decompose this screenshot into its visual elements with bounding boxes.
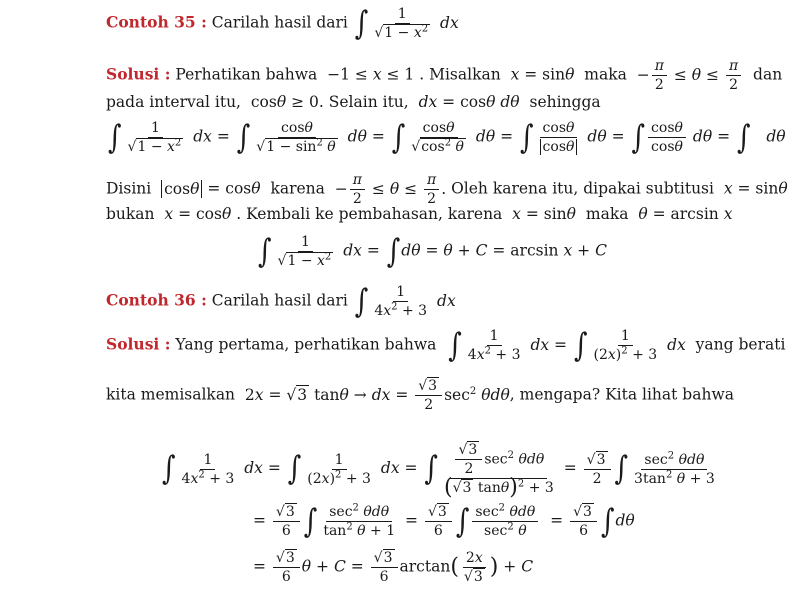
math-derivation-36-row-2: = $\frac{√3}{6}$ ∫ $\sec^2 \theta d\theta$ $\tan^2 \theta + 1$ = $\frac{√3}{6}$ ∫ $\sec^2 \theta d\theta$ $\sec^2 \theta$ = $\frac{√3}{6}$ ∫dθ: [253, 502, 635, 541]
math-inequality: −1 ≤ x ≤ 1 .: [322, 65, 425, 84]
text-segment: maka: [585, 205, 629, 223]
text-segment: Yang pertama, perhatikan bahwa: [175, 335, 437, 354]
text-segment: , mengapa? Kita lihat bahwa: [509, 385, 734, 404]
math-tan-sub: 2x = √3 tanθ → dx = $\frac{√3}{2}$ $\sec^2 \theta d\theta$: [239, 378, 510, 413]
math-not-cos: x = cosθ .: [164, 205, 242, 223]
math-interval-2: − $\frac{\pi}{2}$ ≤ θ ≤ $\frac{\pi}{2}$ .: [329, 172, 447, 207]
solution-35-line-2: [106, 92, 601, 112]
math-cos-nonneg: cosθ ≥ 0.: [245, 93, 324, 111]
text-segment: Disini: [106, 179, 152, 198]
math-sub-3: x = sinθ: [512, 205, 577, 223]
math-derivation-36-row-1: ∫ $\frac{1}{4x^2 + 3}$ dx = ∫ $\frac{1}{(2x)^2 + 3}$ dx = ∫ $\frac{√3}{2}$ $\sec^2 \theta d\theta$ (√3 tanθ)$^2$ + 3 = $\frac{√3}{2}$ ∫ $\sec^2 \theta d\theta$ $3\tan^2$ θ + 3: [162, 442, 715, 500]
text-segment: karena: [270, 179, 325, 198]
text-segment: bukan: [106, 205, 155, 223]
math-abs-cos: cosθ = cosθ: [156, 180, 265, 198]
text-segment: pada interval itu,: [106, 93, 241, 111]
math-derivation-36-row-3: = $\frac{√3}{6}$ θ + C = $\frac{√3}{6}$ arctan( $\frac{2x}{√3}$ ) + C: [253, 550, 534, 585]
math-sub: x = sinθ: [510, 65, 575, 84]
math-sub-2: x = sinθ: [723, 179, 788, 198]
solution-35-line-4: [106, 172, 788, 207]
example-35-label: Contoh 35 :: [106, 12, 207, 32]
solution-36-label: Solusi :: [106, 334, 171, 354]
text-segment: dan: [753, 65, 783, 84]
example-36-label: Contoh 36 :: [106, 290, 207, 310]
text-segment: maka: [584, 65, 627, 84]
example-36-line: [106, 284, 456, 319]
text-segment: yang berati: [695, 335, 786, 354]
example-35-line: [106, 6, 459, 41]
solution-35-label: Solusi :: [106, 64, 171, 84]
solution-35-line-5: [106, 204, 732, 224]
solution-36-line-2: [106, 378, 734, 413]
text-segment: Selain itu,: [328, 93, 409, 111]
math-result-35: ∫ $\frac{1}{√1 - x^2}$ dx = ∫dθ = θ + C = arcsin x + C: [258, 232, 607, 271]
text-segment: Kembali ke pembahasan, karena: [246, 205, 503, 223]
text-segment: Misalkan: [429, 65, 501, 84]
math-integral-arctan: ∫ $\frac{1}{4x^2 + 3}$ dx: [354, 282, 456, 321]
math-interval: − $\frac{\pi}{2}$ ≤ θ ≤ $\frac{\pi}{2}$: [632, 66, 748, 84]
math-integral-arcsin: ∫ $\frac{1}{√1 - x^2}$ dx: [354, 4, 459, 43]
text-segment: kita memisalkan: [106, 385, 236, 404]
solution-35-line-1: [106, 58, 782, 93]
math-dx: dx = cosθ dθ: [418, 93, 520, 111]
text-segment: Perhatikan bahwa: [175, 65, 318, 84]
math-integral-chain-35: ∫ $\frac{1}{√1 - x^2}$ dx = ∫ $\frac{\cos\theta}{√1 - \sin^2 \theta}$ dθ = ∫ $\frac{\cos\theta}{√\cos^2 \theta}$ dθ = ∫ $\frac{\cos\theta}{\cos\theta}$ dθ = ∫ $\frac{\cos\theta}{\cos\theta}$ dθ = ∫ dθ: [108, 118, 786, 157]
text-segment: sehingga: [529, 93, 601, 111]
math-theta-arcsin: θ = arcsin x: [638, 205, 733, 223]
text-segment: Oleh karena itu, dipakai subtitusi: [451, 179, 714, 198]
solution-36-line-1: [106, 328, 785, 363]
example-35-prompt: Carilah hasil dari: [211, 13, 348, 32]
example-36-prompt: Carilah hasil dari: [211, 291, 348, 310]
math-rewrite: ∫ $\frac{1}{4x^2 + 3}$ dx = ∫ $\frac{1}{(2x)^2 + 3}$ dx: [448, 326, 686, 365]
